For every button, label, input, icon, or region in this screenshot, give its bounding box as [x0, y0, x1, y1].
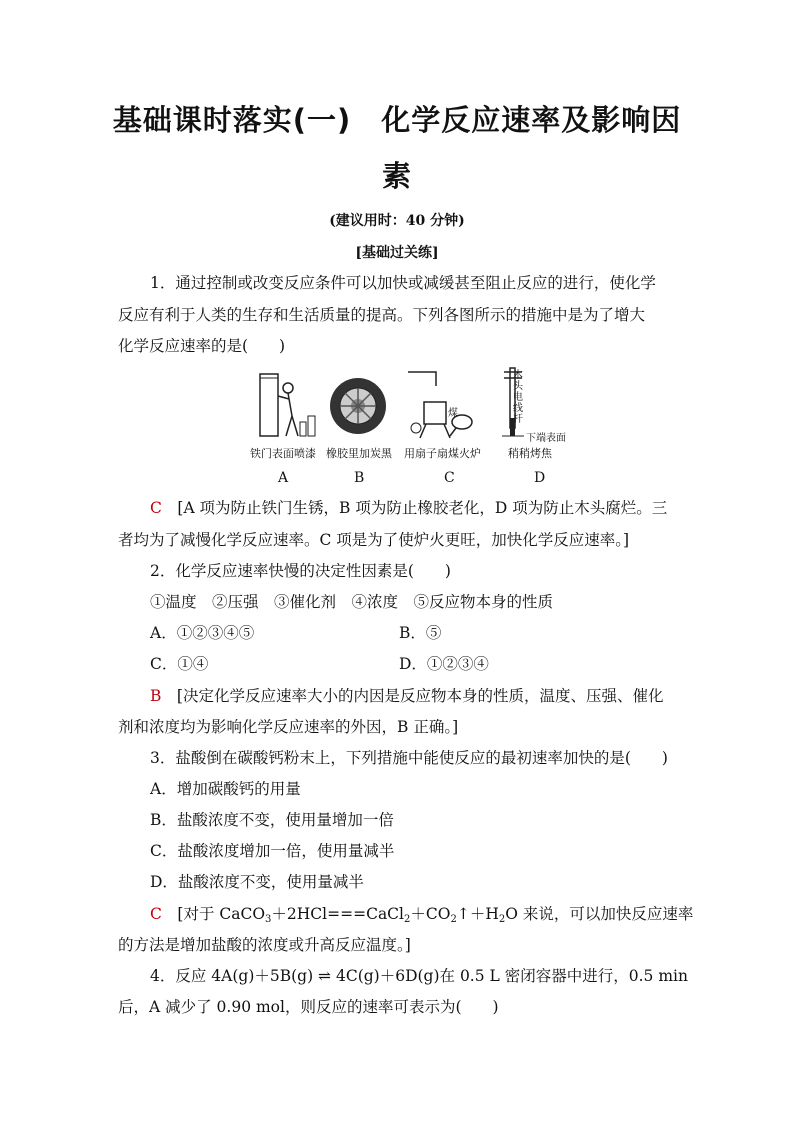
pole-label-2: 头: [513, 381, 523, 392]
q3-explanation-line1: C [对于 $CaCO_3+2HCl===CaCl_2+CO_2↑+H_2O$ 来说，可以加快反应速率: [150, 905, 694, 925]
fan-stove-illustration: [406, 366, 484, 442]
figure-caption-b: 橡胶里加炭黑: [326, 447, 392, 460]
pole-label-1: 木: [513, 370, 523, 381]
figure-caption-c: 用扇子扇煤火炉: [404, 447, 481, 460]
pole-label-5: 杆: [513, 414, 523, 425]
q2-answer: B: [150, 687, 162, 705]
q3-option-c: C．盐酸浓度增加一倍，使用量减半: [150, 842, 395, 860]
q4-stem-line2: 后，A 减少了 0.90 mol，则反应的速率可表示为( ): [118, 998, 499, 1016]
q2-stem: 2．化学反应速率快慢的决定性因素是( ): [150, 562, 451, 580]
suggested-time: (建议用时：40 分钟): [329, 213, 465, 229]
q3-option-b: B．盐酸浓度不变，使用量增加一倍: [150, 811, 394, 829]
q3-option-d: D．盐酸浓度不变，使用量减半: [150, 873, 364, 891]
q1-stem-line1: 1．通过控制或改变反应条件可以加快或减缓甚至阻止反应的进行，使化学: [150, 274, 656, 292]
pole-label-4: 线: [513, 403, 523, 414]
q2-factors: ①温度 ②压强 ③催化剂 ④浓度 ⑤反应物本身的性质: [150, 593, 554, 611]
q1-stem-line2: 反应有利于人类的生存和生活质量的提高。下列各图所示的措施中是为了增大: [118, 306, 646, 324]
q3-answer: C: [150, 905, 162, 923]
pole-label-bottom: 下端表面: [526, 433, 566, 444]
spray-paint-illustration: [248, 366, 318, 444]
pole-label-3: 电: [513, 392, 523, 403]
page-title-continued: 素: [381, 159, 412, 193]
q2-option-c: C．①④: [150, 655, 209, 673]
figure-letter-d: D: [534, 470, 546, 486]
q2-explanation-line2: 剂和浓度均为影响化学反应速率的外因，B 正确。]: [118, 718, 459, 736]
q1-stem-line3: 化学反应速率的是( ): [118, 337, 286, 355]
q3-stem: 3．盐酸倒在碳酸钙粉末上，下列措施中能使反应的最初速率加快的是( ): [150, 749, 668, 767]
q2-option-a: A．①②③④⑤: [150, 624, 255, 642]
q3-explanation-line2: 的方法是增加盐酸的浓度或升高反应温度。]: [118, 936, 411, 954]
coal-label: 煤: [448, 408, 458, 419]
section-heading: [基础过关练]: [355, 245, 439, 261]
q4-stem-line1: 4．反应 4A(g)＋5B(g) ⇌ 4C(g)＋6D(g)在 0.5 L 密闭容器中进行，0.5 min: [150, 967, 688, 985]
q1-explanation-line2: 者均为了减慢化学反应速率。C 项是为了使炉火更旺，加快化学反应速率。]: [118, 531, 630, 549]
q2-option-b: B．⑤: [399, 624, 442, 642]
figure-caption-d: 稍稍烤焦: [508, 447, 552, 460]
q2-explanation-line1: B [决定化学反应速率大小的内因是反应物本身的性质，温度、压强、催化: [150, 687, 664, 705]
tire-illustration: [328, 366, 388, 442]
q2-option-d: D．①②③④: [399, 655, 489, 673]
page-title: 基础课时落实(一) 化学反应速率及影响因: [112, 103, 682, 137]
q1-figures: [246, 366, 586, 486]
figure-caption-a: 铁门表面喷漆: [250, 447, 316, 460]
figure-letter-c: C: [444, 470, 455, 486]
q1-answer: C: [150, 499, 162, 517]
q3-option-a: A．增加碳酸钙的用量: [150, 780, 301, 798]
q1-explanation-line1: C [A 项为防止铁门生锈，B 项为防止橡胶老化，D 项为防止木头腐烂。三: [150, 499, 668, 517]
figure-letter-a: A: [278, 470, 289, 486]
figure-letter-b: B: [354, 470, 365, 486]
